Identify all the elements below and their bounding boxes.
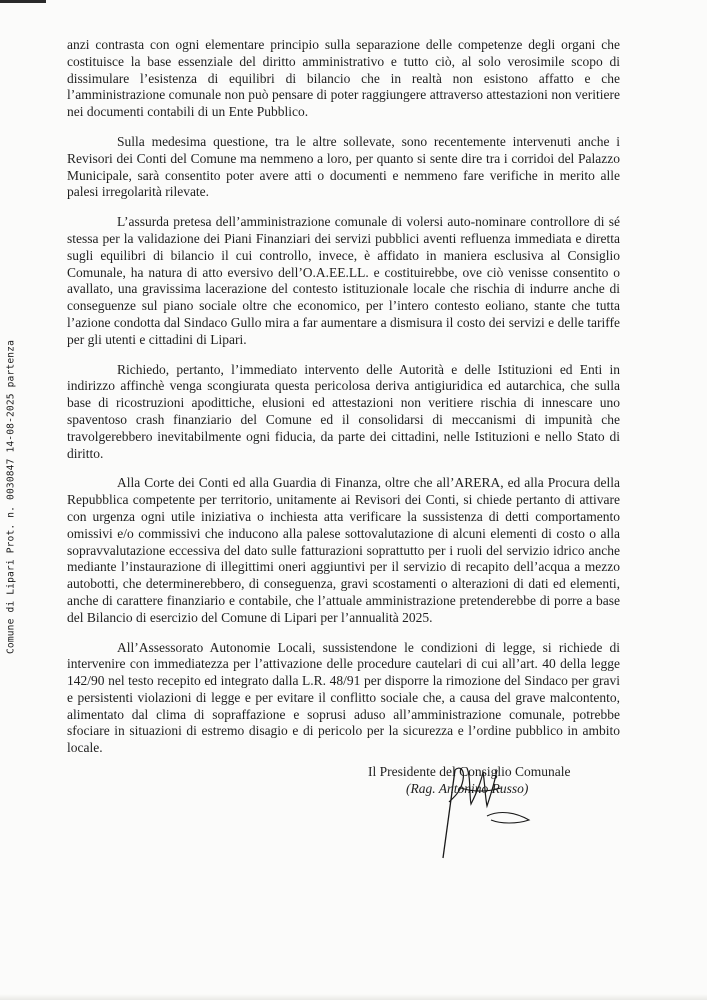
paragraph: Sulla medesima questione, tra le altre sollevate, sono recentemente intervenuti anche i Revisori dei Conti del Comune ma nemmeno a loro, per quanto si sente dire tra i corridoi del Palazzo Municipale, sarà consentito poter avere atti o documenti e nemmeno fare verifiche in merito alle palesi irregolarità rilevate. [67, 133, 620, 200]
signatory-name: (Rag. Antonino Russo) [406, 780, 529, 796]
paragraph: L’assurda pretesa dell’amministrazione comunale di volersi auto-nominare controllore di sé stessa per la validazione dei Piani Finanziari dei servizi pubblici aventi refluenza immediata e diretta sugli equilibri di bilancio il cui controllo, invece, è affidato in maniera esclusiva al Consiglio Comunale, ha natura di atto eversivo dell’O.A.EE.LL. e costituirebbe, ove ciò venisse consentito o avallato, una gravissima lacerazione del contesto istituzionale locale che rischia di indurre anche di conseguenze sul piano sociale oltre che economico, per l’intero contesto eoliano, stante che tutta l’azione condotta dal Sindaco Gullo mira a far aumentare a dismisura il costo dei servizi e delle tariffe per gli utenti e cittadini di Lipari. [67, 214, 620, 347]
protocol-stamp [4, 339, 18, 655]
paragraph: All’Assessorato Autonomie Locali, sussistendone le condizioni di legge, si richiede di intervenire con immediatezza per l’attivazione delle procedure cautelari di cui all’art. 40 della legge 142/90 nel testo recepito ed integrato dalla L.R. 48/91 per disporre la rimozione del Sindaco per gravi e persistenti violazioni di legge e per evitare il conflitto sociale che, a causa del grave malcontento, alimentato dal clima di sopraffazione e soprusi aduso all’amministrazione comunale, potrebbe sfociare in situazioni di estremo disagio e di pericolo per la sicurezza e l’ordine pubblico in ambito locale. [67, 639, 620, 756]
paragraph: Alla Corte dei Conti ed alla Guardia di Finanza, oltre che all’ARERA, ed alla Procura della Repubblica competente per territorio, unitamente ai Revisori dei Conti, si chiede pertanto di attivare con urgenza ogni utile iniziativa o inchiesta atta verificare la sussistenza di detti comportamento omissivi e/o commissivi che inducono alla palese sottovalutazione di alcuni elementi di costo o alla sopravvalutazione eccessiva del dato sulle fatturazioni soprattutto per i ruoli del servizio idrico anche mediante l’instaurazione di illegittimi oneri aggiuntivi per il servizio di recapito dell’acqua a mezzo autobotti, che determinerebbero, di conseguenza, gravi scostamenti o alterazioni di dati ed elementi, anche di carattere finanziario e contabile, che l’attuale amministrazione pretenderebbe di porre a base del Bilancio di esercizio del Comune di Lipari per l’annualità 2025. [67, 475, 620, 625]
letter-body [67, 37, 620, 770]
signatory-title: Il Presidente del Consiglio Comunale [368, 764, 571, 779]
paragraph: Richiedo, pertanto, l’immediato intervento delle Autorità e delle Istituzioni ed Enti in indirizzo affinchè venga scongiurata questa pericolosa deriva antigiuridica ed autarchica, che sulla base di ricostruzioni apodittiche, elusioni ed attestazioni non veritiere rischia di innescare uno spaventoso crash finanziario del Comune ed il consolidarsi di meccanismi di impunità che travolgerebbero inevitabilmente ogni fiducia, da parte dei cittadini, nelle Istituzioni e nello Stato di diritto. [67, 361, 620, 461]
handwritten-signature [425, 758, 535, 863]
paragraph: anzi contrasta con ogni elementare principio sulla separazione delle competenze degli organi che costituisce la base essenziale del diritto amministrativo e tutto ciò, al solo verosimile scopo di dissimulare l’esistenza di equilibri di bilancio che in realtà non esistono affatto e che l’amministrazione comunale non può pensare di poter raggiungere attraverso attestazioni non veritiere nei documenti contabili di un Ente Pubblico. [67, 37, 620, 120]
scan-bottom-edge [0, 994, 707, 1000]
protocol-stamp-text: Comune di Lipari Prot. n. 0030847 14-08-2025 partenza [5, 339, 17, 655]
scan-top-mark [0, 0, 46, 3]
